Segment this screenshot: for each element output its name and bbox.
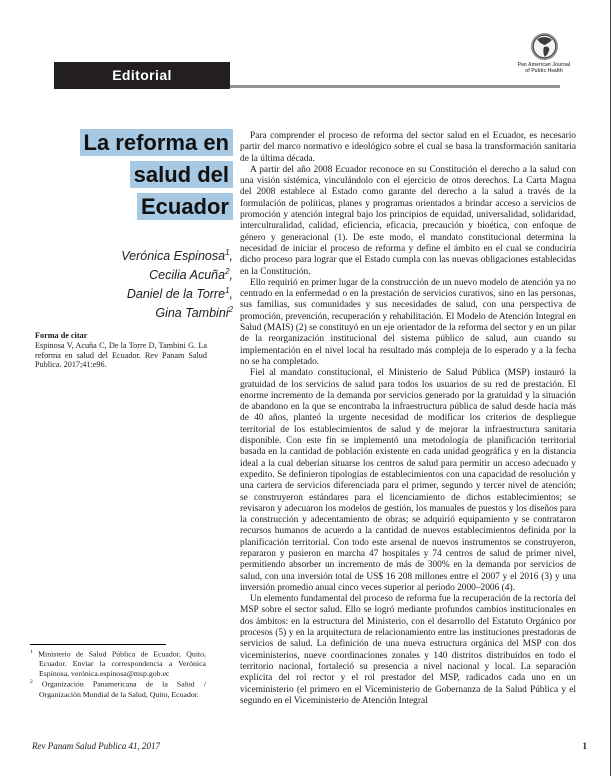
- how-to-cite-heading: Forma de citar: [35, 331, 88, 340]
- footer-journal-ref: Rev Panam Salud Publica 41, 2017: [32, 741, 160, 751]
- section-label: Editorial: [112, 67, 172, 83]
- header-divider: [230, 85, 560, 88]
- author-line: Gina Tambini$^2$: [155, 305, 233, 321]
- footnote-1: $^1$ Ministerio de Salud Pública de Ecuador, Quito, Ecuador. Enviar la correspondencia a Verónica Espinosa, verónica.espinosa@msp.gob.ec: [30, 649, 206, 678]
- journal-name-line2: of Public Health: [525, 67, 563, 74]
- paragraph: Un elemento fundamental del proceso de reforma fue la recuperación de la rectoría del MSP sobre el sector salud. Ello se logró mediante profundos cambios institucionales en dos ámbitos: en la estructura del Ministerio, con el desarrollo del Estatuto Orgánico por procesos (5) y en la arquitectura de relacionamiento entre las instituciones prestadoras de servicios de salud. La definición de una nueva estructura orgánica del MSP con dos viceministerios, nueve coordinaciones zonales y 140 distritos distribuidos en todo el territorio nacional, fortaleció su presencia a nivel nacional y local. La separación explícita del rol rector y el rol prestador del MSP, radicados cada uno en un viceministerio (el primero en el Viceministerio de Gobernanza de la Salud Pública y el segundo en el Viceministerio de Atención Integral: [240, 594, 576, 706]
- globe-icon: [514, 32, 574, 61]
- paragraph: A partir del año 2008 Ecuador reconoce en su Constitución el derecho a la salud con una visión sistémica, vinculándolo con el ejercicio de otros derechos. La Carta Magna del 2008 establece al Estado como garante del derecho a la salud a través de la formulación de políticas, planes y programas orientados a brindar acceso a servicios de promoción y atención integral bajo los principios de equidad, universalidad, solidaridad, interculturalidad, calidad, eficiencia, eficacia, precaución y bioética, con enfoque de género y generacional (1). De este modo, el mandato constitucional determina la necesidad de iniciar el proceso de reforma y define el ámbito en el cual se conduciría dicho proceso para lograr que el Estado cumpla con las nuevas obligaciones establecidas en la Constitución.: [240, 164, 576, 277]
- footnote-2: $^2$ Organización Panamericana de la Salud / Organización Mundial de la Salud, Quito, Ecuador.: [30, 679, 206, 699]
- affiliation-mark: 2: [228, 305, 233, 315]
- author-line: Verónica Espinosa$^1$,: [121, 248, 233, 264]
- page-edge: [610, 0, 611, 776]
- affiliation-footnotes: [30, 644, 206, 699]
- journal-logo: [514, 32, 574, 74]
- affiliation-mark: 2: [225, 267, 230, 277]
- author-line: Cecilia Acuña$^2$,: [149, 267, 233, 283]
- article-body: [240, 131, 576, 707]
- footnote-divider: [30, 644, 166, 645]
- affiliation-mark: 1: [225, 286, 230, 296]
- title-line-2: salud del: [130, 161, 233, 188]
- affiliation-mark: 1: [225, 248, 230, 257]
- paragraph: Ello requirió en primer lugar de la construcción de un nuevo modelo de atención ya no centrado en la enfermedad o en la prestación de servicios curativos, sino en las personas, sus familias, sus comunidades y sus necesidades de salud, con una perspectiva de promoción, prevención, recuperación y rehabilitación. El Modelo de Atención Integral en Salud (MAIS) (2) se constituyó en un eje orientador de la reforma del sector y en un pilar de la reorganización institucional del sistema público de salud, aun cuando su implementación en el nivel local ha resultado más compleja de lo esperado y a la fecha no se ha completado.: [240, 277, 576, 367]
- footer-page-number: 1: [582, 741, 587, 751]
- author-line: Daniel de la Torre$^1$,: [126, 286, 233, 302]
- how-to-cite-text: Espinosa V, Acuña C, De la Torre D, Tambini G. La reforma en salud del Ecuador. Rev Panam Salud Publica. 2017;41:e96.: [35, 340, 207, 370]
- title-line-3: Ecuador: [137, 193, 233, 220]
- title-line-1: La reforma en: [80, 129, 234, 156]
- article-title: [0, 127, 233, 223]
- section-banner: [54, 62, 230, 89]
- journal-name-line1: Pan American Journal: [517, 62, 571, 68]
- paragraph: Para comprender el proceso de reforma del sector salud en el Ecuador, es necesario partir del marco normativo e ideológico sobre el cual se basa la transformación sanitaria de la última década.: [240, 131, 576, 164]
- author-list: [0, 245, 233, 322]
- paragraph: Fiel al mandato constitucional, el Ministerio de Salud Pública (MSP) instauró la gratuidad de los servicios de salud para todos los usuarios de su red de prestación. El enorme incremento de la demanda por servicios generado por la gratuidad y la situación de abandono en la que se encontraba la infraestructura pública de salud desde hacía más de 40 años, planteó la urgente necesidad de modificar los criterios de despliegue territorial de los establecimientos de salud y de mejorar la infraestructura sanitaria disponible. Con este fin se implementó una metodología de planificación territorial basada en la cantidad de población existente en cada unidad geográfica y en la distancia ideal a la cual deberían situarse los centros de salud para permitir un acceso adecuado y expedito. Se definieron tipologías de establecimientos con una capacidad de resolución y una cartera de servicios diferenciada para el primer, segundo y tercer nivel de atención; se construyeron estándares para el licenciamiento de dichos establecimientos; se revisaron y adecuaron los modelos de gestión, los manuales de puestos y los diseños para la construcción y adecentamiento de obras; se adquirió equipamiento y se contrataron recursos humanos de acuerdo a la cantidad de nuevos establecimientos definida por la planificación territorial. Con todo este arsenal de nuevos instrumentos se construyeron, repararon y pusieron en marcha 47 hospitales y 74 centros de salud de primer nivel, permitiendo absorber un incremento de más de 300% en la demanda por servicios de salud, con una inversión total de US$ 16 208 millones entre el 2007 y el 2016 (3) y una inversión promedio anual cinco veces superior al periodo 2000–2006 (4).: [240, 368, 576, 593]
- how-to-cite-block: [35, 331, 207, 370]
